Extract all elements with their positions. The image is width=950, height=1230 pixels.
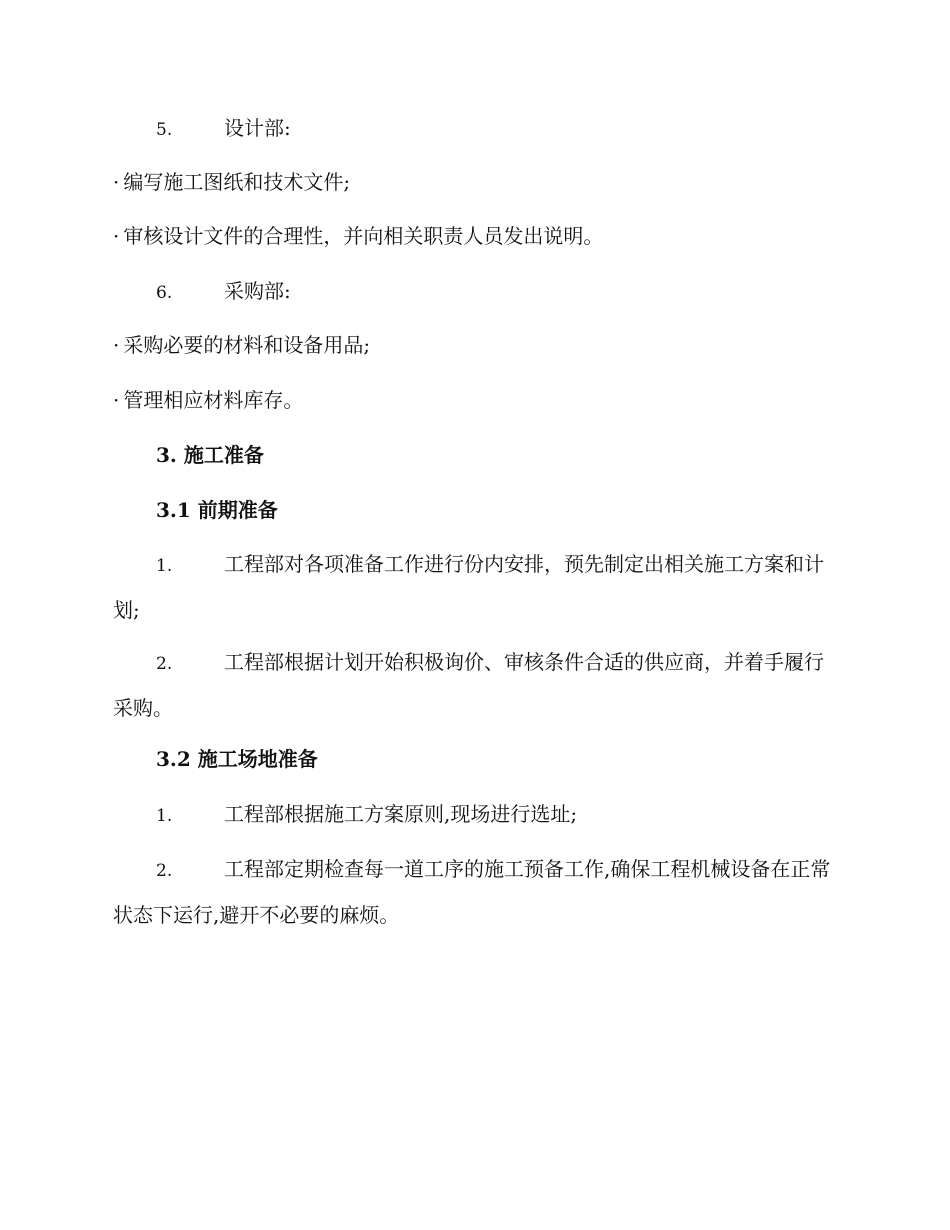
subsection-heading: 3.1 前期准备 [156, 498, 278, 522]
list-number: 1. [156, 556, 173, 576]
bullet-icon: · [113, 333, 120, 357]
list-item [113, 323, 843, 367]
bullet-text: 编写施工图纸和技术文件; [123, 170, 351, 194]
subsection-heading: 3.2 施工场地准备 [156, 747, 318, 771]
paragraph-text: 工程部根据施工方案原则,现场进行选址; [224, 802, 578, 826]
section-heading: 3. 施工准备 [156, 443, 264, 467]
list-item [113, 214, 843, 258]
paragraph-text: 工程部对各项准备工作进行份内安排，预先制定出相关施工方案和计划; [113, 552, 824, 622]
list-number: 2. [156, 861, 173, 881]
list-number: 5. [156, 120, 173, 140]
list-item [113, 378, 843, 422]
bullet-icon: · [113, 170, 120, 194]
numbered-paragraph [113, 792, 843, 838]
paragraph-text: 工程部定期检查每一道工序的施工预备工作,确保工程机械设备在正常状态下运行,避开不必要的麻烦。 [113, 857, 831, 927]
bullet-text: 审核设计文件的合理性，并向相关职责人员发出说明。 [123, 224, 604, 248]
bullet-text: 采购必要的材料和设备用品; [123, 333, 371, 357]
list-number: 1. [156, 806, 173, 826]
purchasing-dept-label: 采购部: [224, 279, 291, 303]
list-number: 6. [156, 283, 173, 303]
design-dept-heading [156, 106, 886, 152]
design-dept-label: 设计部: [224, 116, 291, 140]
list-item [113, 160, 843, 204]
bullet-text: 管理相应材料库存。 [123, 388, 304, 412]
bullet-icon: · [113, 224, 120, 248]
bullet-icon: · [113, 388, 120, 412]
numbered-paragraph [113, 542, 843, 632]
paragraph-text: 工程部根据计划开始积极询价、审核条件合适的供应商，并着手履行采购。 [113, 650, 824, 720]
purchasing-dept-heading [156, 269, 886, 315]
numbered-paragraph [113, 640, 843, 730]
numbered-paragraph [113, 847, 843, 937]
list-number: 2. [156, 654, 173, 674]
